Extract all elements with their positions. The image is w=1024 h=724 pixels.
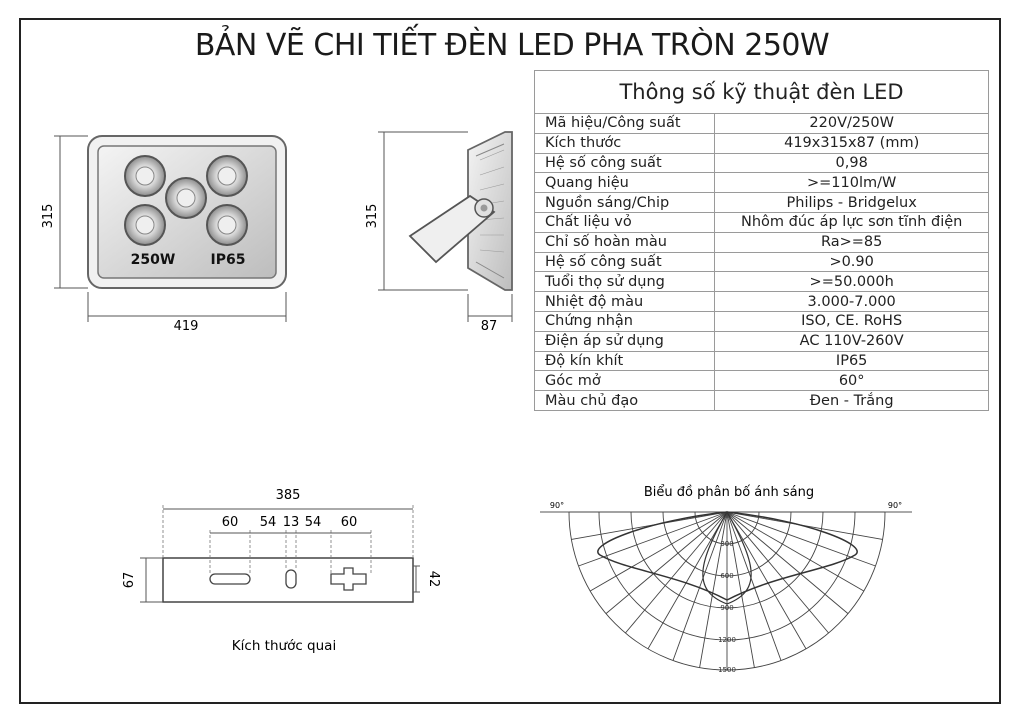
spec-value: 0,98 — [715, 153, 989, 173]
spec-label: Kích thước — [535, 133, 715, 153]
spec-label: Góc mở — [535, 371, 715, 391]
polar-ring-label: 600 — [720, 572, 734, 580]
bracket-caption: Kích thước quai — [231, 638, 337, 654]
bracket-seg-5: 60 — [340, 515, 358, 530]
spec-value: Nhôm đúc áp lực sơn tĩnh điện — [715, 212, 989, 232]
spec-value: AC 110V-260V — [715, 331, 989, 351]
spec-label: Nhiệt độ màu — [535, 292, 715, 312]
polar-ring-label: 1200 — [718, 636, 736, 644]
spec-value: Đen - Trắng — [715, 391, 989, 411]
bracket-height: 67 — [122, 571, 137, 589]
angle-left-label: 90° — [549, 501, 565, 510]
spec-label: Quang hiệu — [535, 173, 715, 193]
side-depth-dim: 87 — [480, 319, 498, 334]
angle-right-label: 90° — [887, 501, 903, 510]
front-height-dim: 315 — [41, 203, 56, 229]
front-view — [41, 136, 286, 334]
side-view — [365, 132, 512, 334]
spec-label: Điện áp sử dụng — [535, 331, 715, 351]
front-ip-label: IP65 — [210, 252, 246, 268]
bracket-seg-3: 13 — [282, 515, 300, 530]
spec-value: IP65 — [715, 351, 989, 371]
polar-ring-label: 1500 — [718, 666, 736, 674]
light-distribution-chart — [540, 485, 912, 674]
light-chart-title: Biểu đồ phân bố ánh sáng — [643, 485, 815, 500]
spec-label: Tuổi thọ sử dụng — [535, 272, 715, 292]
spec-value: >=110lm/W — [715, 173, 989, 193]
bracket-seg-2: 54 — [259, 515, 277, 530]
spec-value: 60° — [715, 371, 989, 391]
polar-ring-label: 900 — [720, 604, 734, 612]
spec-value: Ra>=85 — [715, 232, 989, 252]
bracket-seg-4: 54 — [304, 515, 322, 530]
spec-value: 3.000-7.000 — [715, 292, 989, 312]
spec-table-header: Thông số kỹ thuật đèn LED — [535, 71, 989, 114]
bracket-total-width: 385 — [275, 488, 301, 503]
spec-label: Mã hiệu/Công suất — [535, 114, 715, 134]
spec-value: >=50.000h — [715, 272, 989, 292]
spec-label: Hệ số công suất — [535, 153, 715, 173]
page-title: BẢN VẼ CHI TIẾT ĐÈN LED PHA TRÒN 250W — [194, 28, 830, 63]
spec-label: Màu chủ đạo — [535, 391, 715, 411]
bracket-drawing — [122, 488, 441, 654]
spec-label: Độ kín khít — [535, 351, 715, 371]
spec-label: Nguồn sáng/Chip — [535, 193, 715, 213]
spec-value: 419x315x87 (mm) — [715, 133, 989, 153]
spec-value: 220V/250W — [715, 114, 989, 134]
spec-label: Chứng nhận — [535, 311, 715, 331]
side-height-dim: 315 — [365, 203, 380, 229]
bracket-seg-1: 60 — [221, 515, 239, 530]
spec-value: ISO, CE. RoHS — [715, 311, 989, 331]
spec-value: Philips - Bridgelux — [715, 193, 989, 213]
polar-ring-label: 300 — [720, 540, 734, 548]
spec-label: Hệ số công suất — [535, 252, 715, 272]
front-width-dim: 419 — [173, 319, 199, 334]
spec-label: Chất liệu vỏ — [535, 212, 715, 232]
spec-value: >0.90 — [715, 252, 989, 272]
front-power-label: 250W — [130, 252, 176, 268]
spec-label: Chỉ số hoàn màu — [535, 232, 715, 252]
bracket-slot-height: 42 — [426, 570, 441, 588]
